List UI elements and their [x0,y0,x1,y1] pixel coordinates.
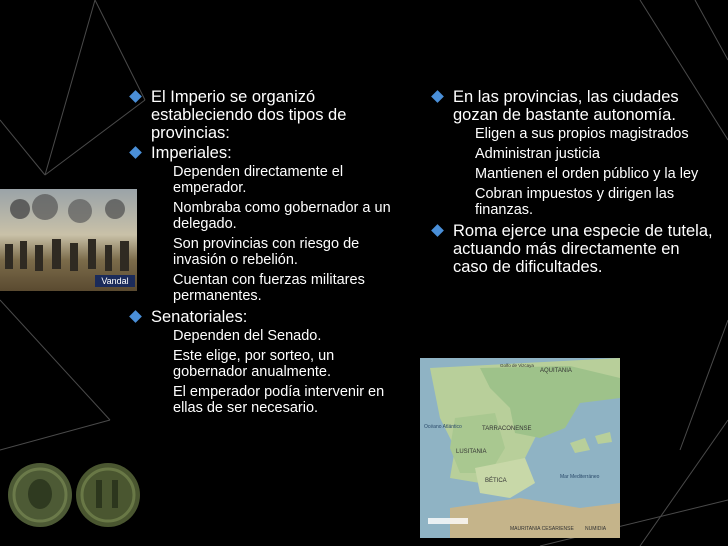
map-label-mar: Mar Mediterráneo [560,474,600,480]
map-label-oceano: Océano Atlántico [424,424,462,430]
hispania-map [420,358,620,538]
diamond-bullet-icon [129,90,142,103]
map-label-numidia: NUMIDIA [585,526,607,532]
sub-bullet: Eligen a sus propios magistrados [475,126,689,142]
sub-bullet: Cuentan con fuerzas militares permanentes. [173,272,365,304]
left-column [130,88,400,420]
sub-bullet: Nombraba como gobernador a un delegado. [173,200,391,232]
diamond-bullet-icon [431,90,444,103]
map-label-aquitania: AQUITANIA [540,368,572,374]
bullet-provincias-text: En las provincias, las ciudades gozan de bastante autonomía. [453,88,679,124]
sub-bullet: Administran justicia [475,146,600,162]
map-label-lusitania: LUSITANIA [456,449,487,455]
sub-bullet: Son provincias con riesgo de invasión o rebelión. [173,236,360,268]
bullet-senatoriales [130,308,400,326]
bullet-intro [130,88,400,142]
diamond-bullet-icon [431,224,444,237]
battle-illustration [0,189,137,291]
bullet-intro-text: El Imperio se organizó estableciendo dos tipos de provincias: [151,88,347,142]
sub-bullet: Este elige, por sorteo, un gobernador anualmente. [173,348,335,380]
bullet-roma [432,222,717,276]
bullet-provincias [432,88,717,124]
bullet-imperiales [130,144,400,162]
map-label-vizcaya: Golfo de Vizcaya [500,363,534,368]
diamond-bullet-icon [129,146,142,159]
sub-bullet: Cobran impuestos y dirigen las finanzas. [475,186,675,218]
right-column [432,88,717,278]
battle-image [0,189,137,291]
coin-reverse [76,463,140,527]
map-label-tarraconense: TARRACONENSE [482,426,532,432]
bullet-imperiales-text: Imperiales: [151,144,232,162]
coins-image [6,450,142,540]
map-label-betica: BÉTICA [485,478,507,484]
diamond-bullet-icon [129,310,142,323]
sub-bullet: Mantienen el orden público y la ley [475,166,699,182]
sub-bullet: Dependen directamente el emperador. [173,164,344,196]
bullet-roma-text: Roma ejerce una especie de tutela, actuando más directamente en caso de dificultades. [453,222,713,276]
battle-caption: Vandal [101,276,129,286]
sub-bullet: Dependen del Senado. [173,328,322,344]
map-scale-bar [428,518,468,524]
bullet-senatoriales-text: Senatoriales: [151,308,248,326]
map-label-mauritania: MAURITANIA CESARIENSE [510,526,574,532]
sub-bullet: El emperador podía intervenir en ellas de ser necesario. [173,384,385,416]
